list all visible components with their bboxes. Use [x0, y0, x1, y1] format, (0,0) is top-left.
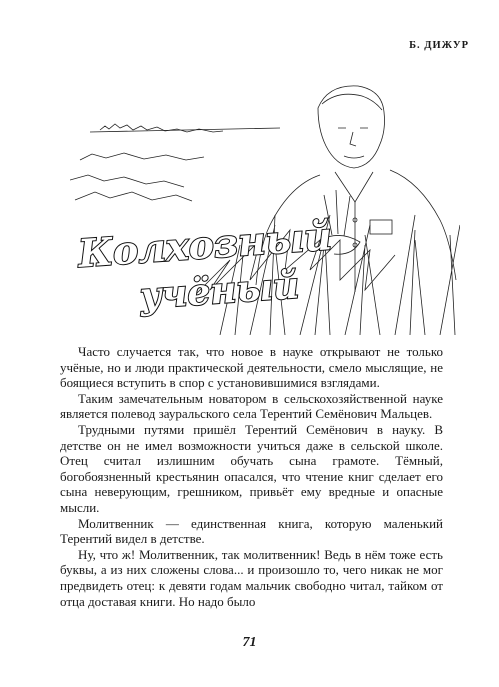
paragraph: Молитвенник — единственная книга, которую маленький Терентий видел в детстве. [60, 515, 443, 547]
paragraph: Трудными путями пришёл Терентий Семёнович в науку. В детстве он не имел возможности учиться даже в сельской школе. Отец считал излишним обучать сына грамоте. Тёмный, богобоязненный крестьянин опасался, что чтение книг сделает его сына неверующим, грешником, привьёт ему вредные и опасные мысли. [60, 421, 443, 515]
author-name: Б. ДИЖУР [409, 40, 469, 51]
paragraph: Ну, что ж! Молитвенник, так молитвенник! Ведь в нём тоже есть буквы, а из них сложены слова... и произошло то, чего никак не мог предвидеть отец: к девяти годам мальчик свободно читал, тайком от отца доставая книги. Но надо было [60, 546, 443, 609]
paragraph: Часто случается так, что новое в науке открывают не только учёные, но и люди практической деятельности, смело мыслящие, не боящиеся вступить в спор с установившимися взглядами. [60, 344, 443, 391]
article-body [60, 344, 443, 609]
title-line-2: учёный [138, 264, 301, 318]
page-number: 71 [242, 635, 257, 650]
title-line-1: Колхозный [76, 213, 334, 276]
paragraph: Таким замечательным новатором в сельскохозяйственной науке является полевод зауральского села Терентий Семёнович Мальцев. [60, 390, 443, 422]
